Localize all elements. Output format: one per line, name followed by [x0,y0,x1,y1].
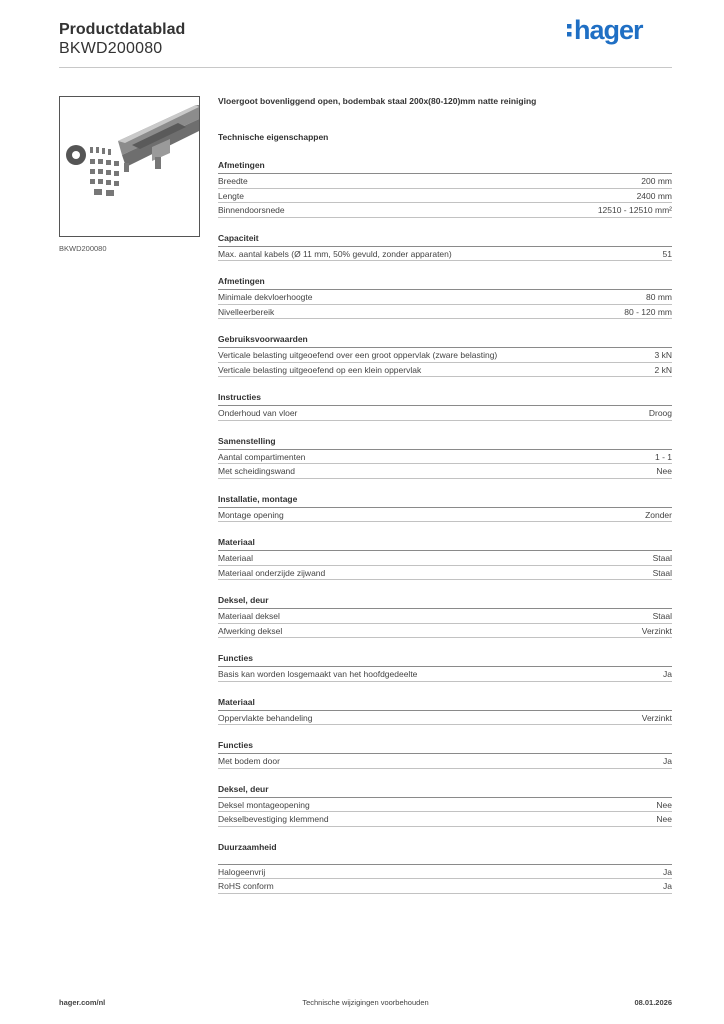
spec-row [218,203,672,218]
spec-row [218,174,672,189]
spec-rows [218,864,672,894]
spec-group [218,392,672,421]
spec-label: Nivelleerbereik [218,306,275,317]
spec-row [218,508,672,523]
spec-group [218,436,672,479]
spec-label: Verticale belasting uitgeoefend op een klein oppervlak [218,364,422,375]
spec-value: Staal [652,553,672,563]
spec-group [218,784,672,827]
spec-value: 1 - 1 [654,451,672,462]
spec-label: Onderhoud van vloer [218,408,298,418]
spec-label: Dekselbevestiging klemmend [218,814,329,824]
spec-rows [218,754,672,769]
spec-value: 80 mm [646,292,672,302]
spec-rows [218,406,672,421]
spec-value: Verzinkt [641,625,672,636]
spec-group-title: Gebruiksvoorwaarden [218,334,672,348]
spec-group-title: Afmetingen [218,276,672,290]
spec-rows [218,609,672,638]
spec-label: Verticale belasting uitgeoefend over een groot oppervlak (zware belasting) [218,350,498,360]
product-image [59,96,200,237]
spec-row [218,406,672,421]
product-description: Vloergoot bovenliggend open, bodembak staal 200x(80-120)mm natte reiniging [218,96,537,106]
spec-label: Binnendoorsnede [218,205,285,215]
spec-row [218,189,672,204]
spec-group-title: Materiaal [218,537,672,551]
spec-label: Met bodem door [218,756,280,766]
spec-row [218,290,672,305]
spec-group-title: Afmetingen [218,160,672,174]
spec-group [218,537,672,580]
spec-label: Montage opening [218,509,284,520]
spec-label: Materiaal [218,553,253,563]
spec-rows [218,247,672,262]
spec-group [218,160,672,218]
spec-label: Lengte [218,190,244,201]
spec-row [218,754,672,769]
product-content [218,96,672,894]
spec-label: Deksel montageopening [218,799,310,810]
spec-rows [218,348,672,377]
spec-group [218,595,672,638]
spec-label: Halogeenvrij [218,866,266,877]
spec-group-title: Duurzaamheid [218,841,277,852]
header-divider [59,67,672,68]
spec-rows [218,290,672,319]
spec-row [218,305,672,320]
spec-group-title: Samenstelling [218,436,672,450]
spec-row [218,865,672,880]
spec-row [218,798,672,813]
spec-value: Verzinkt [641,712,672,723]
spec-value: 51 [662,248,672,259]
spec-group [218,842,672,894]
spec-group [218,334,672,377]
spec-value: 200 mm [641,176,672,186]
spec-rows [218,450,672,479]
spec-value: Nee [656,799,672,810]
spec-row [218,624,672,639]
spec-label: RoHS conform [218,881,274,891]
spec-rows [218,711,672,726]
spec-group-title: Instructies [218,392,672,406]
spec-label: Met scheidingswand [218,466,296,476]
spec-rows [218,798,672,827]
logo-dot-top [567,24,572,29]
spec-row [218,348,672,363]
spec-label: Materiaal deksel [218,611,280,621]
spec-group-title: Functies [218,740,672,754]
logo-dot-bottom [567,32,572,37]
spec-group-title: Capaciteit [218,233,672,247]
document-title: Productdatablad [59,21,186,38]
spec-rows [218,174,672,218]
spec-group-title: Deksel, deur [218,595,672,609]
spec-value: Ja [663,756,672,766]
spec-row [218,667,672,682]
spec-label: Oppervlakte behandeling [218,712,313,723]
spec-row [218,363,672,378]
spec-value: 80 - 120 mm [624,306,672,317]
spec-value: Ja [663,866,672,877]
spec-row [218,551,672,566]
spec-value: Ja [663,669,672,679]
spec-label: Afwerking deksel [218,625,283,636]
logo-wordmark: hager [574,15,643,45]
spec-value: Nee [656,814,672,824]
product-image-caption: BKWD200080 [59,244,107,253]
spec-label: Aantal compartimenten [218,451,306,462]
spec-label: Minimale dekvloerhoogte [218,292,313,302]
spec-group [218,653,672,682]
spec-group [218,233,672,262]
spec-value: Staal [652,611,672,621]
spec-value: Nee [656,466,672,476]
spec-label: Max. aantal kabels (Ø 11 mm, 50% gevuld, zonder apparaten) [218,248,452,259]
spec-value: 2400 mm [636,190,672,201]
hager-logo [566,12,662,48]
spec-row [218,566,672,581]
spec-value: Zonder [645,509,672,520]
spec-label: Breedte [218,176,248,186]
spec-rows [218,551,672,580]
product-code: BKWD200080 [59,40,163,57]
spec-group-title: Deksel, deur [218,784,672,798]
spec-value: Ja [663,881,672,891]
spec-row [218,879,672,894]
spec-row [218,711,672,726]
spec-value: Droog [648,408,672,418]
spec-group [218,697,672,726]
spec-label: Materiaal onderzijde zijwand [218,567,326,578]
footer-website: hager.com/nl [59,998,106,1007]
spec-row [218,812,672,827]
spec-value: 3 kN [654,350,672,360]
technical-properties-title: Technische eigenschappen [218,132,329,142]
spec-value: Staal [652,567,672,578]
spec-rows [218,667,672,682]
spec-rows [218,508,672,523]
spec-group [218,740,672,769]
spec-row [218,450,672,465]
spec-value: 12510 - 12510 mm² [597,205,672,215]
spec-groups [218,160,672,894]
spec-label: Basis kan worden losgemaakt van het hoofdgedeelte [218,669,418,679]
footer-note: Technische wijzigingen voorbehouden [302,998,429,1007]
header [59,20,185,58]
spec-group-title: Functies [218,653,672,667]
spec-group [218,494,672,523]
spec-row [218,464,672,479]
spec-value: 2 kN [654,364,672,375]
footer-date: 08.01.2026 [634,998,672,1007]
spec-group-title: Materiaal [218,697,672,711]
spec-row [218,247,672,262]
spec-group-title: Installatie, montage [218,494,672,508]
spec-row [218,609,672,624]
spec-group [218,276,672,319]
